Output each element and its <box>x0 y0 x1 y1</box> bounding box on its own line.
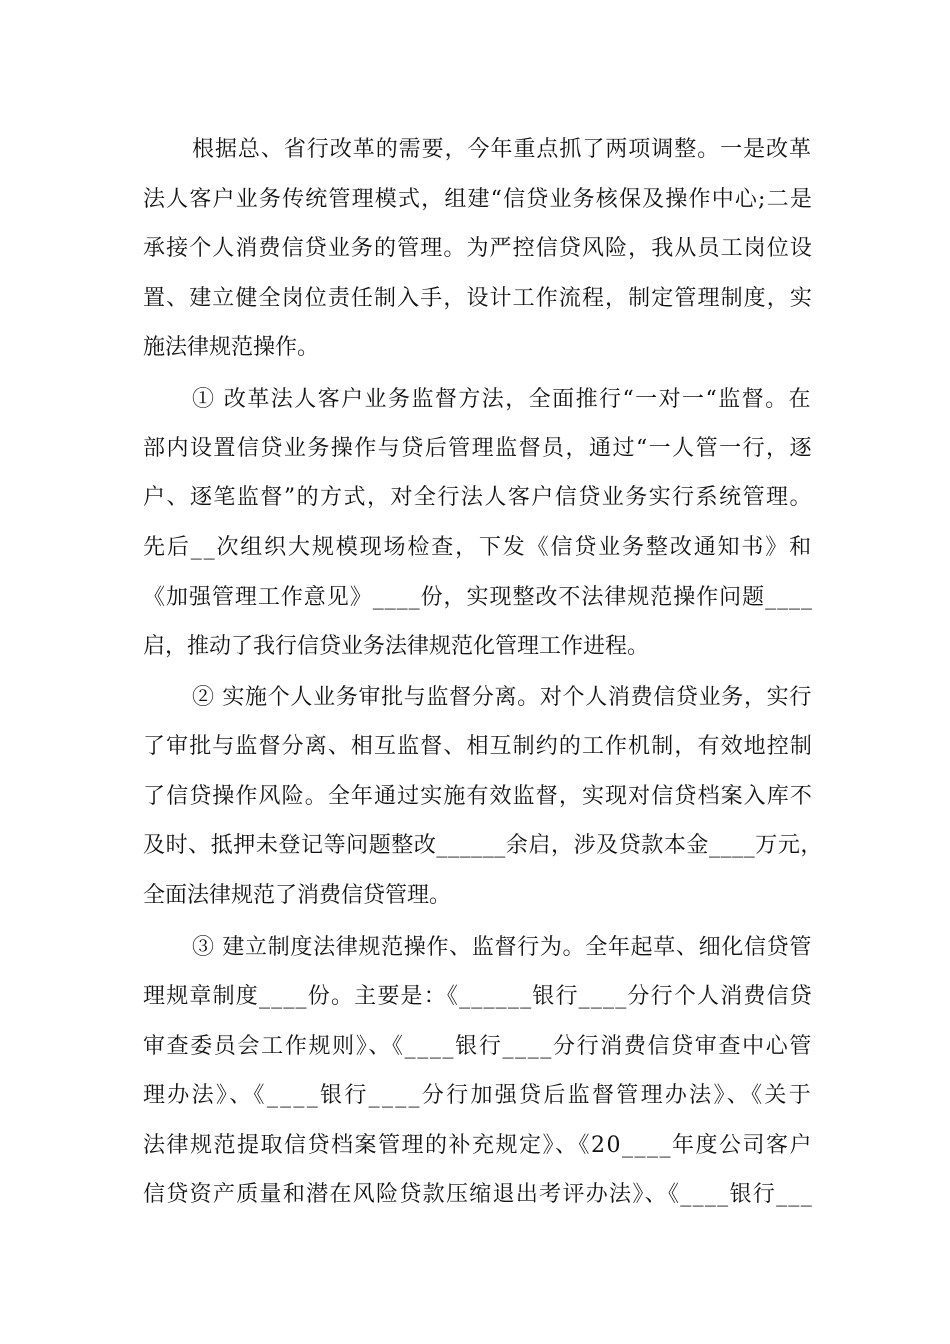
paragraph-2-line-1: ① 改革法人客户业务监督方法，全面推行“一对一“监督。在 <box>192 387 812 412</box>
paragraph-2-line-3: 户、逐笔监督”的方式，对全行法人客户信贷业务实行系统管理。 <box>143 485 813 510</box>
paragraph-2-line-6: 启，推动了我行信贷业务法律规范化管理工作进程。 <box>143 634 650 659</box>
paragraph-1-line-2: 法人客户业务传统管理模式，组建“信贷业务核保及操作中心;二是 <box>143 187 814 212</box>
paragraph-3-line-1: ② 实施个人业务审批与监督分离。对个人消费信贷业务，实行 <box>192 685 813 710</box>
paragraph-1-line-1: 根据总、省行改革的需要，今年重点抓了两项调整。一是改革 <box>192 137 812 162</box>
paragraph-4-line-5: 法律规范提取信贷档案管理的补充规定》、《20____年度公司客户 <box>143 1133 813 1158</box>
paragraph-3-line-2: 了审批与监督分离、相互监督、相互制约的工作机制，有效地控制 <box>143 734 813 759</box>
paragraph-4-line-4: 理办法》、《____银行____分行加强贷后监督管理办法》、《关于 <box>143 1083 814 1108</box>
paragraph-1-line-5: 施法律规范操作。 <box>143 335 320 360</box>
paragraph-3-line-4: 及时、抵押未登记等问题整改______余启，涉及贷款本金____万元， <box>143 833 823 858</box>
paragraph-4-line-3: 审查委员会工作规则》、《____银行____分行消费信贷审查中心管 <box>143 1034 813 1059</box>
paragraph-3-line-3: 了信贷操作风险。全年通过实施有效监督，实现对信贷档案入库不 <box>143 784 813 809</box>
paragraph-3-line-5: 全面法律规范了消费信贷管理。 <box>143 883 452 908</box>
paragraph-1-line-4: 置、建立健全岗位责任制入手，设计工作流程，制定管理制度，实 <box>143 286 813 311</box>
paragraph-4-line-2: 理规章制度____份。主要是：《______银行____分行个人消费信贷 <box>143 984 813 1009</box>
paragraph-1-line-3: 承接个人消费信贷业务的管理。为严控信贷风险，我从员工岗位设 <box>143 236 813 261</box>
paragraph-2-line-2: 部内设置信贷业务操作与贷后管理监督员，通过“一人管一行，逐 <box>143 436 813 461</box>
paragraph-4-line-6: 信贷资产质量和潜在风险贷款压缩退出考评办法》、《____银行___ <box>143 1182 814 1207</box>
paragraph-2-line-5: 《加强管理工作意见》____份，实现整改不法律规范操作问题____ <box>143 585 813 610</box>
paragraph-4-line-1: ③ 建立制度法律规范操作、监督行为。全年起草、细化信贷管 <box>192 935 813 960</box>
paragraph-2-line-4: 先后__次组织大规模现场检查，下发《信贷业务整改通知书》和 <box>143 535 813 560</box>
